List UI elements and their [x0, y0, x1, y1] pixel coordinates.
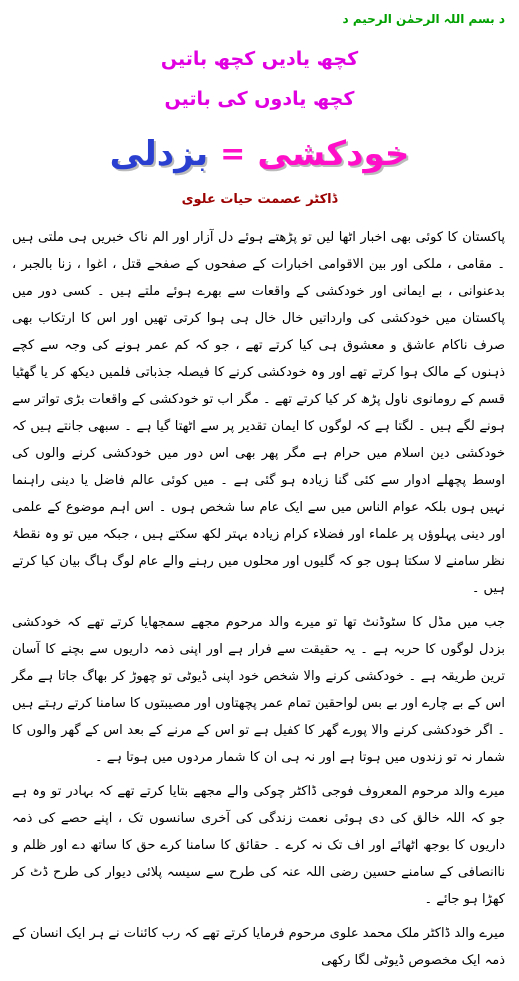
- article-title: [0, 134, 519, 174]
- author-byline: ڈاکٹر عصمت حیات علوی: [181, 192, 338, 207]
- bismillah: د بسم اللہ الرحمٰن الرحیم د: [342, 12, 505, 26]
- paragraph: پاکستان کا کوئی بھی اخبار اٹھا لیں تو پڑھتے ہوئے دل آزار اور الم ناک خبریں ہی ملتی ہیں ۔ مقامی ، ملکی اور بین الاقوامی اخبارات کے صفحوں کے صفحے قتل ، اغوا ، زنا بالجبر ، بدعنوانی ، بے ایمانی اور خودکشی کے واقعات سے بھرے ہوئے ملتے ہیں ۔ کسی دور میں پاکستان میں خودکشی کی وارداتیں خال خال ہی ہوا کرتی تھیں اور اس کا ارتکاب بھی صرف ناکام عاشق و معشوق ہی کیا کرتے تھے ، جو کہ کم عمر ہونے کی وجہ سے کچے ذہنوں کے مالک ہوا کرتے تھے اور وہ خودکشی کرنے کا فیصلہ جذباتی فلمیں دیکھ کر یا گھٹیا قسم کے رومانوی ناول پڑھ کر کیا کرتے تھے ۔ مگر اب تو خودکشی کے واقعات بڑی تواتر سے ہونے لگے ہیں ۔ لگتا ہے کہ لوگوں کا ایمان تقدیر پر سے اٹھتا گیا ہے ۔ سبھی جانتے ہیں کہ خودکشی دین اسلام میں حرام ہے مگر پھر بھی اس دور میں خودکشی کرنے والوں کی اوسط پچھلے ادوار سے کئی گنا زیادہ ہو گئی ہے ۔ میں کوئی عالم فاضل یا دینی راہنما نہیں ہوں بلکہ عوام الناس میں سے ایک عام سا شخص ہوں ۔ اس اہم موضوع کے علمی اور دینی پہلوؤں پر علماء اور فضلاء کرام زیادہ بہتر لکھ سکتے ہیں ، جبکہ میں تو وہ نقطۂ نظر سامنے لا سکتا ہوں جو کہ گلیوں اور محلوں میں رہنے والے عام لوگ ہاگ بیان کیا کرتے ہیں ۔: [12, 230, 505, 596]
- title-equals-sign: =: [220, 136, 246, 172]
- paragraph: میرے والد ڈاکٹر ملک محمد علوی مرحوم فرمایا کرتے تھے کہ رب کائنات نے ہر ایک انسان کے ذمہ ایک مخصوص ڈیوٹی لگا رکھی: [12, 926, 505, 968]
- heading-secondary: کچھ یادوں کی باتیں: [164, 88, 355, 110]
- paragraph: میرے والد مرحوم المعروف فوجی ڈاکٹر چوکی والے مجھے بتایا کرتے تھے کہ بہادر تو وہ ہے جو کہ اللہ خالق کی دی ہوئی نعمت زندگی کی آخری سانسوں تک ، اپنے حصے کی ذمہ داریوں کا بوجھ اٹھائے اور اف تک نہ کرے ۔ حقائق کا سامنا کرے حق کا ساتھ دے اور ظلم و ناانصافی کے سامنے حسین رضی اللہ عنہ کی طرح سے سیسہ پلائی دیوار کی طرح ڈٹ کر کھڑا ہو جائے ۔: [12, 784, 505, 907]
- heading-primary: کچھ یادیں کچھ باتیں: [160, 48, 359, 70]
- title-word-left: بزدلی: [109, 134, 209, 174]
- paragraph: جب میں مڈل کا سٹوڈنٹ تھا تو میرے والد مرحوم مجھے سمجھایا کرتے تھے کہ خودکشی بزدل لوگوں کا حربہ ہے ۔ یہ حقیقت سے فرار ہے اور اپنی ذمہ داریوں سے بچنے کا آسان ترین طریقہ ہے ۔ خودکشی کرنے والا شخص خود اپنی ڈیوٹی تو چھوڑ کر بھاگ جاتا ہے مگر اس کے بے چارے اور بے بس لواحقین تمام عمر پچھتاوں اور مصیبتوں کا سامنا کرتے رہتے ہیں ۔ اگر خودکشی کرنے والا پورے گھر کا کفیل ہے تو اس کے مرنے کے بعد اس کے گھر والوں کا شمار نہ تو زندوں میں ہوتا ہے اور نہ ہی ان کا شمار مردوں میں ہوتا ہے ۔: [12, 615, 505, 765]
- title-word-right: خودکشی: [257, 134, 410, 174]
- article-body: [12, 224, 505, 981]
